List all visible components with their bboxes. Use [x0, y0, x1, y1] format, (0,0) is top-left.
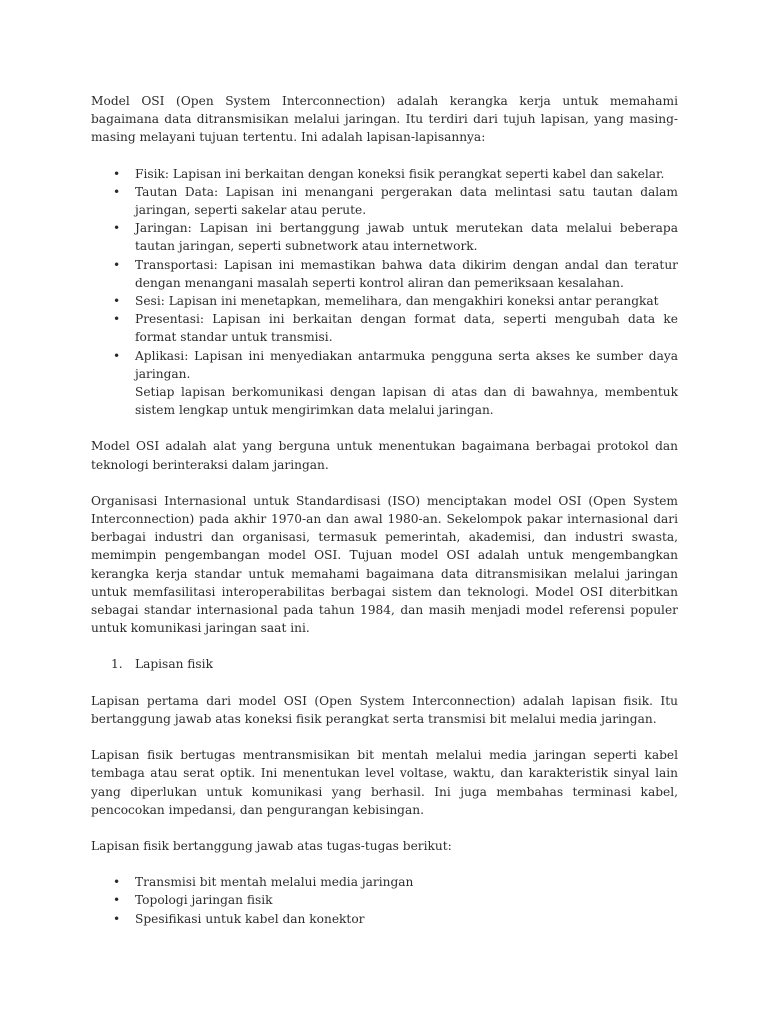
list-item-text: Transmisi bit mentah melalui media jaringan	[135, 875, 414, 890]
iso-paragraph: Organisasi Internasional untuk Standardisasi (ISO) menciptakan model OSI (Open System Interconnection) pada akhir 1970-an dan awal 1980-an. Sekelompok pakar internasional dari berbagai industri dan organisasi, termasuk pemerintah, akademisi, dan industri swasta, memimpin pengembangan model OSI. Tujuan model OSI adalah untuk mengembangkan kerangka kerja standar untuk memahami bagaimana data ditransmisikan melalui jaringan untuk memfasilitasi interoperabilitas berbagai sistem dan teknologi. Model OSI diterbitkan sebagai standar internasional pada tahun 1984, dan masih menjadi model referensi populer untuk komunikasi jaringan saat ini.	[91, 493, 678, 636]
list-item-text: Sesi: Lapisan ini menetapkan, memelihara, dan mengakhiri koneksi antar perangkat	[135, 294, 659, 309]
list-item	[91, 183, 678, 219]
section-heading	[91, 655, 678, 673]
bullet-icon: •	[113, 893, 121, 908]
bullet-icon: •	[113, 166, 121, 181]
bullet-icon: •	[113, 875, 121, 890]
section-number: 1.	[111, 657, 123, 672]
list-item	[91, 347, 678, 420]
list-item-text: Presentasi: Lapisan ini berkaitan dengan format data, seperti mengubah data ke format standar untuk transmisi.	[135, 312, 678, 345]
list-item	[91, 165, 678, 183]
list-item-text: Jaringan: Lapisan ini bertanggung jawab untuk merutekan data melalui beberapa tautan jaringan, seperti subnetwork atau internetwork.	[135, 221, 678, 254]
section-title: Lapisan fisik	[135, 657, 213, 672]
list-item	[91, 310, 678, 346]
tool-paragraph: Model OSI adalah alat yang berguna untuk menentukan bagaimana berbagai protokol dan teknologi berinteraksi dalam jaringan.	[91, 439, 678, 472]
bullet-icon: •	[113, 257, 121, 272]
bullet-icon: •	[113, 294, 121, 309]
list-item-text: Spesifikasi untuk kabel dan konektor	[135, 911, 365, 926]
first-layer-paragraph: Lapisan pertama dari model OSI (Open System Interconnection) adalah lapisan fisik. Itu bertanggung jawab atas koneksi fisik perangkat serta transmisi bit melalui media jaringan.	[91, 693, 678, 726]
section-heading-list	[91, 655, 678, 673]
physical-layer-paragraph: Lapisan fisik bertugas mentransmisikan bit mentah melalui media jaringan seperti kabel tembaga atau serat optik. Ini menentukan level voltase, waktu, dan karakteristik sinyal lain yang diperlukan untuk komunikasi yang berhasil. Ini juga membahas terminasi kabel, pencocokan impedansi, dan pengurangan kebisingan.	[91, 748, 678, 817]
list-item	[91, 292, 678, 310]
layers-note: Setiap lapisan berkomunikasi dengan lapisan di atas dan di bawahnya, membentuk sistem lengkap untuk mengirimkan data melalui jaringan.	[135, 385, 678, 418]
bullet-icon: •	[113, 911, 121, 926]
bullet-icon: •	[113, 348, 121, 363]
list-item	[91, 910, 678, 928]
list-item-text: Topologi jaringan fisik	[135, 893, 273, 908]
list-item	[91, 219, 678, 255]
list-item	[91, 256, 678, 292]
list-item-text: Fisik: Lapisan ini berkaitan dengan koneksi fisik perangkat seperti kabel dan sakelar.	[135, 166, 665, 181]
list-item	[91, 873, 678, 891]
list-item-text: Aplikasi: Lapisan ini menyediakan antarmuka pengguna serta akses ke sumber daya jaringan.	[135, 348, 678, 381]
bullet-icon: •	[113, 312, 121, 327]
list-item-text: Tautan Data: Lapisan ini menangani pergerakan data melintasi satu tautan dalam jaringan, seperti sakelar atau perute.	[135, 184, 678, 218]
bullet-icon: •	[113, 184, 121, 199]
list-item-text: Transportasi: Lapisan ini memastikan bahwa data dikirim dengan andal dan teratur dengan menangani masalah seperti kontrol aliran dan pemeriksaan kesalahan.	[135, 257, 678, 290]
bullet-icon: •	[113, 221, 121, 236]
intro-paragraph: Model OSI (Open System Interconnection) adalah kerangka kerja untuk memahami bagaimana data ditransmisikan melalui jaringan. Itu terdiri dari tujuh lapisan, yang masing-masing melayani tujuan tertentu. Ini adalah lapisan-lapisannya:	[91, 94, 678, 145]
tasks-intro-paragraph: Lapisan fisik bertanggung jawab atas tugas-tugas berikut:	[91, 838, 452, 853]
document-page	[91, 92, 678, 928]
tasks-list	[91, 873, 678, 928]
list-item	[91, 891, 678, 909]
osi-layer-list	[91, 165, 678, 420]
